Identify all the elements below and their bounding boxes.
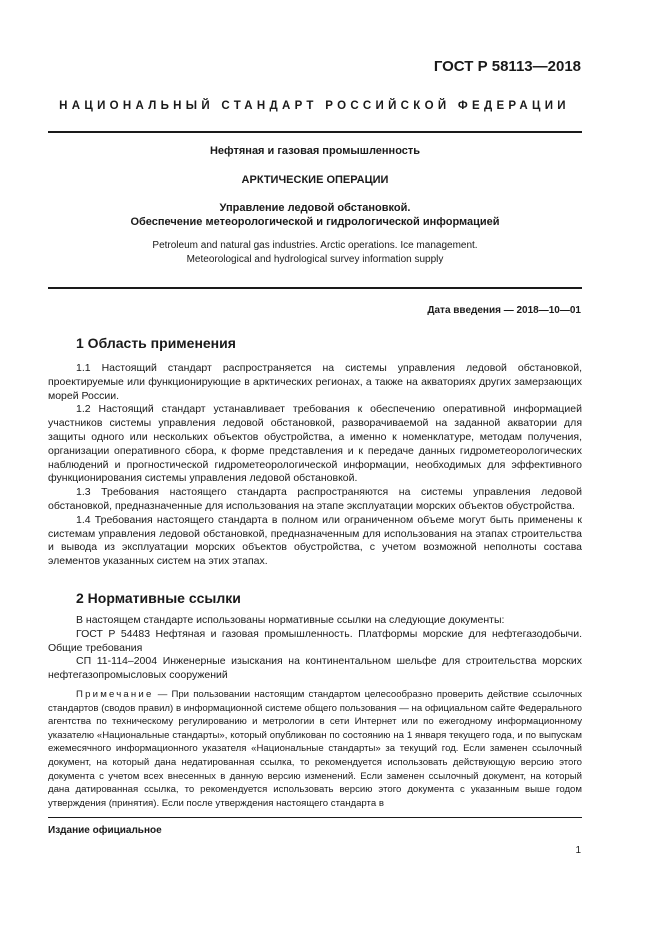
subtitle-line: Управление ледовой обстановкой. — [219, 202, 411, 214]
note-paragraph — [48, 688, 582, 810]
paragraph: 1.1 Настоящий стандарт распространяется на системы управления ледовой обстановкой, проектируемые или функционирующие в арктических регионах, а также на акваториях других замерзающих морей России. — [48, 362, 582, 402]
industry-title: Нефтяная и газовая промышленность — [209, 145, 421, 157]
english-title-line: Meteorological and hydrological survey information supply — [186, 254, 444, 265]
header-divider — [48, 131, 582, 133]
edition-label: Издание официальное — [48, 825, 162, 836]
section-scope-body — [48, 362, 582, 569]
section-heading-scope: 1 Область применения — [76, 335, 236, 351]
page-number: 1 — [575, 845, 581, 856]
footer-divider — [48, 817, 582, 818]
reference-item: ГОСТ Р 54483 Нефтяная и газовая промышленность. Платформы морские для нефтегазодобычи. Общие требования — [48, 627, 582, 654]
standard-title: НАЦИОНАЛЬНЫЙ СТАНДАРТ РОССИЙСКОЙ ФЕДЕРАЦИИ — [59, 100, 570, 112]
paragraph: 1.4 Требования настоящего стандарта в полном или ограниченном объеме могут быть применены к системам управления ледовой обстановкой, предназначенным для использования на этапах строительства и вывода из эксплуатации морских объектов обустройства, с учетом возможной неполноты состава элементов указанных систем на этих этапах. — [48, 513, 582, 568]
note-text: — При пользовании настоящим стандартом целесообразно проверить действие ссылочных стандартов (сводов правил) в информационной системе общего пользования — на официальном сайте Федерального агентства по техническому регулированию и метрологии в сети Интернет или по ежегодному информационному указателю «Национальные стандарты», который опубликован по состоянию на 1 января текущего года, и по выпускам ежемесячного информационного указателя «Национальные стандарты» за текущий год. Если заменен ссылочный документ, на который дана недатированная ссылка, то рекомендуется использовать действующую версию этого документа с учетом всех внесенных в данную версию изменений. Если заменен ссылочный документ, на который дана датированная ссылка, то рекомендуется использовать версию этого документа с указанным выше годом утверждения (принятия). Если после утверждения настоящего стандарта в — [48, 689, 582, 809]
paragraph: 1.3 Требования настоящего стандарта распространяются на системы управления ледовой обстановкой, предназначенные для использования на этапе эксплуатации морских объектов обустройства. — [48, 486, 582, 512]
note-label: Примечание — [76, 689, 154, 700]
subtitle-line: Обеспечение метеорологической и гидрологической информацией — [130, 216, 500, 228]
section-heading-references: 2 Нормативные ссылки — [76, 590, 241, 606]
english-title — [48, 239, 582, 267]
introduction-date: Дата введения — 2018—10—01 — [427, 305, 581, 316]
subtitle — [48, 201, 582, 229]
paragraph: В настоящем стандарте использованы нормативные ссылки на следующие документы: — [76, 614, 505, 626]
reference-item: СП 11-114–2004 Инженерные изыскания на континентальном шельфе для строительства морских нефтегазопромысловых сооружений — [48, 655, 582, 682]
paragraph: 1.2 Настоящий стандарт устанавливает требования к обеспечению оперативной информацией участников системы управления ледовой обстановкой, разворачиваемой на заданной акватории для защиты одного или нескольких объектов обустройства, а именно к номенклатуре, методам получения, организации оперативного сбора, к форме представления и к передаче данных гидрометеорологических наблюдений и прогностической гидрометеорологической информации, необходимых для эффективного функционирования системы управления ледовой обстановкой. — [48, 403, 582, 485]
main-title: АРКТИЧЕСКИЕ ОПЕРАЦИИ — [241, 174, 389, 186]
title-divider — [48, 287, 582, 289]
note-block — [48, 688, 582, 810]
document-code: ГОСТ Р 58113—2018 — [433, 58, 581, 75]
section-references-body — [48, 614, 582, 683]
english-title-line: Petroleum and natural gas industries. Arctic operations. Ice management. — [152, 240, 478, 251]
